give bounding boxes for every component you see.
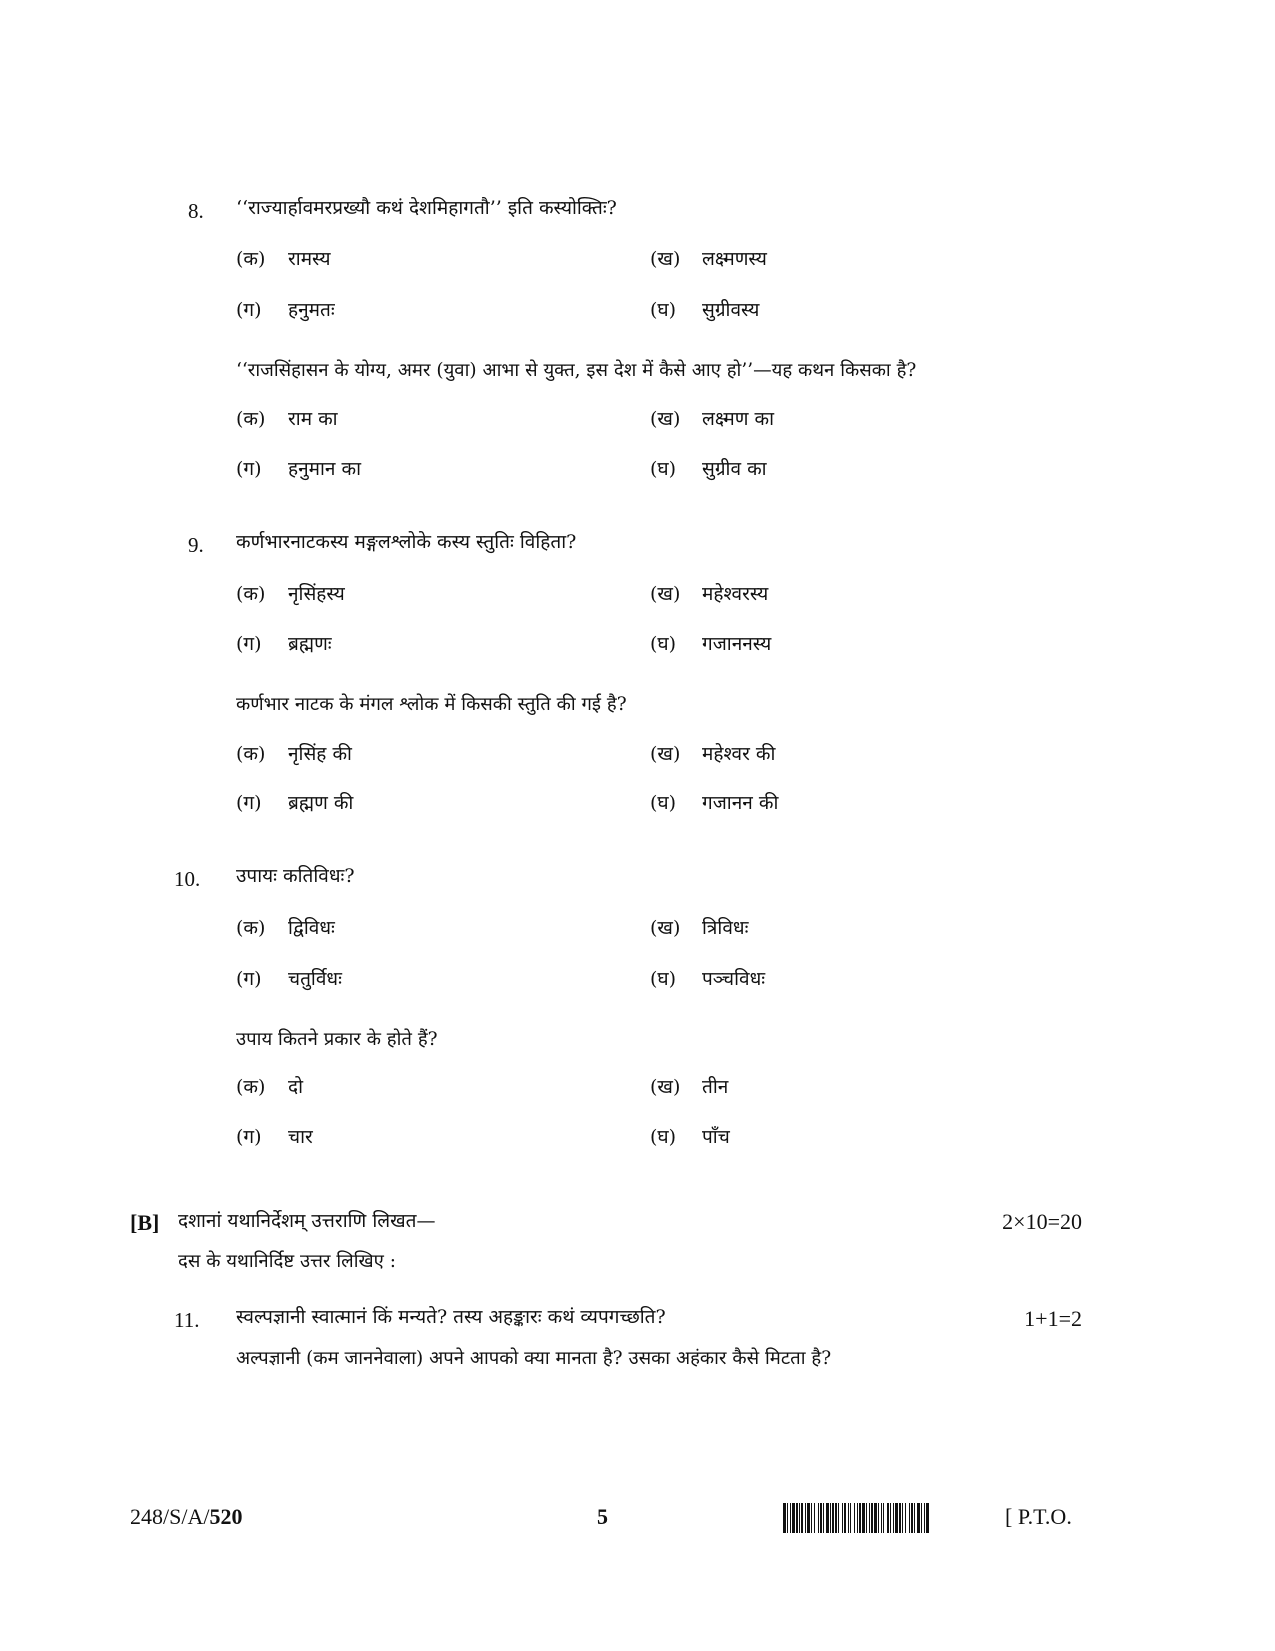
section-b-label: [B] [130,1210,160,1235]
q8-sa-option-ka [236,250,330,269]
question-9-hindi-prompt: कर्णभार नाटक के मंगल श्लोक में किसकी स्तुति की गई है? [236,694,627,715]
question-11-number: 11. [174,1308,200,1332]
option-text: त्रिविधः [702,917,749,939]
barcode-bar [874,1503,877,1533]
question-8-sanskrit-prompt: ‘‘राज्यार्हावमरप्रख्यौ कथं देशमिहागतौ’’ इति कस्योक्तिः? [236,197,617,219]
q10-hi-option-ga [236,1128,313,1147]
q10-sa-option-gha [650,970,765,989]
paper-code-number: 520 [209,1504,243,1529]
option-marker: (घ) [650,299,677,321]
barcode-bar [787,1503,788,1533]
question-10-sanskrit-prompt: उपायः कतिविधः? [236,865,355,887]
barcode-bar [811,1503,812,1533]
q8-sa-option-gha [650,301,759,320]
option-text: द्विविधः [288,917,335,939]
option-text: ब्रह्मणः [288,633,332,655]
option-marker: (क) [236,1076,266,1098]
barcode-bar [909,1503,910,1533]
q8-hi-option-ga [236,460,361,479]
q8-hi-option-ka [236,410,338,429]
barcode-bar [832,1503,834,1533]
barcode-bar [814,1503,815,1533]
paper-code [130,1506,242,1528]
q10-hi-option-ka [236,1078,303,1097]
barcode-bar [895,1503,898,1533]
barcode-bar [807,1503,810,1533]
barcode-bar [917,1503,920,1533]
option-marker: (क) [236,408,266,430]
barcode-bar [924,1503,925,1533]
option-text: दो [288,1076,304,1098]
q10-sa-option-kha [650,919,748,938]
option-marker: (क) [236,743,266,765]
option-marker: (ख) [650,743,681,765]
q10-hi-option-kha [650,1078,728,1097]
barcode-bar [878,1503,879,1533]
barcode-bar [792,1503,795,1533]
barcode-bar [862,1503,865,1533]
section-b-marks: 2×10=20 [1002,1209,1082,1234]
barcode-bar [887,1503,889,1533]
question-11-sanskrit: स्वल्पज्ञानी स्वात्मानं किं मन्यते? तस्य अहङ्कारः कथं व्यपगच्छति? [236,1306,666,1328]
question-10-hindi-prompt: उपाय कितने प्रकार के होते हैं? [236,1029,438,1050]
question-10-number: 10. [174,867,201,891]
barcode-bar [890,1503,891,1533]
barcode-bar [783,1503,786,1533]
q8-sa-option-ga [236,301,335,320]
option-marker: (घ) [650,458,677,480]
option-marker: (ख) [650,583,681,605]
option-text: सुग्रीव का [702,458,767,480]
barcode-bar [866,1503,867,1533]
option-text: हनुमतः [288,299,335,321]
q9-sa-option-ka [236,585,345,604]
q8-sa-option-kha [650,250,767,269]
option-marker: (घ) [650,1126,677,1148]
option-text: लक्ष्मणस्य [702,248,767,270]
barcode-bar [818,1503,819,1533]
barcode-bar [838,1503,839,1533]
q9-hi-option-ka [236,745,352,764]
q9-sa-option-kha [650,585,768,604]
question-9-number: 9. [188,533,204,557]
q10-sa-option-ga [236,970,342,989]
question-8-hindi-prompt: ‘‘राजसिंहासन के योग्य, अमर (युवा) आभा से युक्त, इस देश में कैसे आए हो’’—यह कथन किसका है? [236,360,917,381]
q9-sa-option-gha [650,635,771,654]
barcode-bar [893,1503,894,1533]
barcode [783,1503,1038,1533]
option-marker: (ख) [650,1076,681,1098]
pto-label: [ P.T.O. [1005,1504,1072,1529]
option-text: गजानन की [702,792,779,814]
option-marker: (ग) [236,633,262,655]
barcode-bar [854,1503,855,1533]
barcode-bar [826,1503,829,1533]
option-text: चतुर्विधः [288,968,342,990]
option-text: राम का [288,408,338,430]
q10-sa-option-ka [236,919,335,938]
paper-code-prefix: 248/S/A/ [130,1504,210,1529]
option-text: पाँच [702,1126,730,1148]
option-text: गजाननस्य [702,633,772,655]
barcode-bar [899,1503,901,1533]
barcode-bar [820,1503,822,1533]
option-marker: (ख) [650,248,681,270]
barcode-bar [850,1503,851,1533]
option-marker: (क) [236,917,266,939]
barcode-bar [871,1503,873,1533]
option-marker: (ग) [236,792,262,814]
barcode-bar [902,1503,903,1533]
question-9-sanskrit-prompt: कर्णभारनाटकस्य मङ्गलश्लोके कस्य स्तुतिः विहिता? [236,531,577,553]
q9-sa-option-ga [236,635,332,654]
barcode-bar [844,1503,846,1533]
barcode-bar [848,1503,849,1533]
barcode-bar [790,1503,791,1533]
option-text: रामस्य [288,248,331,270]
barcode-bar [835,1503,837,1533]
option-text: हनुमान का [288,458,362,480]
q8-hi-option-kha [650,410,774,429]
barcode-bar [869,1503,870,1533]
option-marker: (घ) [650,633,677,655]
barcode-bar [799,1503,800,1533]
barcode-bar [801,1503,803,1533]
option-text: लक्ष्मण का [702,408,774,430]
option-text: महेश्वर की [702,743,776,765]
option-text: नृसिंह की [288,743,352,765]
option-marker: (क) [236,583,266,605]
barcode-bar [857,1503,858,1533]
section-b-instruction-sanskrit: दशानां यथानिर्देशम् उत्तराणि लिखत— [178,1210,436,1232]
option-marker: (घ) [650,792,677,814]
option-marker: (ग) [236,1126,262,1148]
question-11-hindi: अल्पज्ञानी (कम जाननेवाला) अपने आपको क्या मानता है? उसका अहंकार कैसे मिटता है? [236,1348,832,1369]
option-marker: (घ) [650,968,677,990]
barcode-bar [830,1503,831,1533]
page-number: 5 [597,1504,608,1529]
q9-hi-option-kha [650,745,775,764]
barcode-bar [926,1503,929,1533]
barcode-bar [881,1503,882,1533]
option-text: महेश्वरस्य [702,583,769,605]
option-text: तीन [702,1076,729,1098]
barcode-bar [796,1503,798,1533]
q9-hi-option-gha [650,794,778,813]
option-marker: (ख) [650,917,681,939]
option-marker: (ग) [236,968,262,990]
barcode-bar [823,1503,824,1533]
q8-hi-option-gha [650,460,767,479]
barcode-bar [859,1503,861,1533]
question-11-marks: 1+1=2 [1024,1306,1082,1331]
q10-hi-option-gha [650,1128,730,1147]
option-text: ब्रह्मण की [288,792,354,814]
barcode-bar [921,1503,922,1533]
barcode-bar [914,1503,915,1533]
question-8-number: 8. [188,199,204,223]
option-marker: (ग) [236,458,262,480]
q9-hi-option-ga [236,794,353,813]
section-b-instruction-hindi: दस के यथानिर्दिष्ट उत्तर लिखिए : [178,1251,396,1272]
barcode-bar [805,1503,806,1533]
option-text: नृसिंहस्य [288,583,345,605]
option-text: चार [288,1126,313,1148]
barcode-bar [883,1503,884,1533]
option-text: सुग्रीवस्य [702,299,760,321]
option-marker: (क) [236,248,266,270]
barcode-bar [842,1503,843,1533]
option-marker: (ग) [236,299,262,321]
option-marker: (ख) [650,408,681,430]
option-text: पञ्चविधः [702,968,766,990]
barcode-bar [905,1503,906,1533]
barcode-bar [911,1503,913,1533]
